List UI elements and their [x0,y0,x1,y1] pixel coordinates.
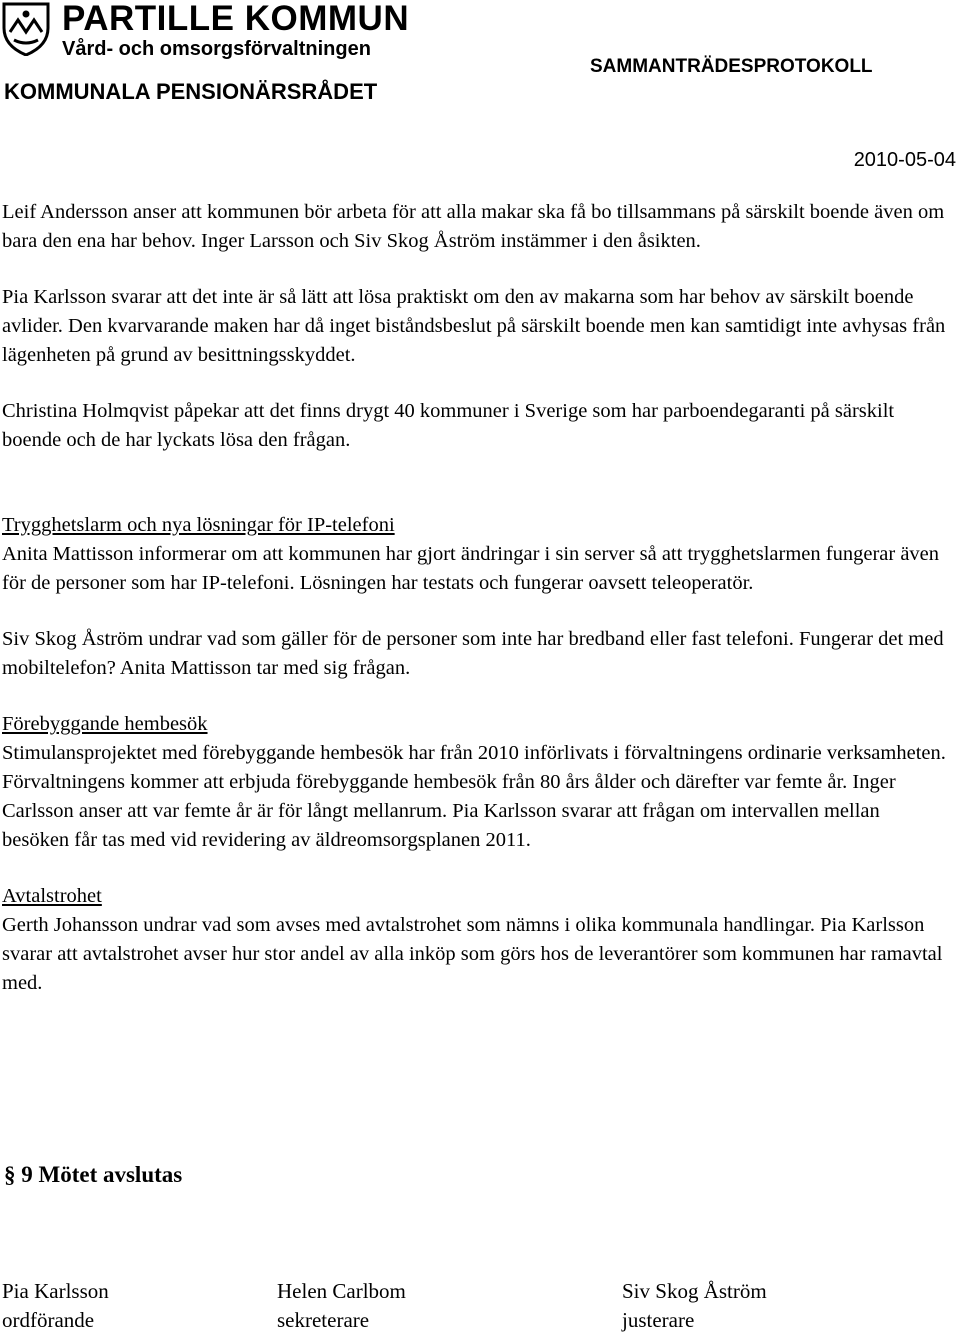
paragraph: Siv Skog Åström undrar vad som gäller för de personer som inte har bredband eller fast telefoni. Fungerar det med mobiltelefon? Anita Mattisson tar med sig frågan. [2,628,944,679]
paragraph: Pia Karlsson svarar att det inte är så lätt att lösa praktiskt om den av makarna som har behov av särskilt boende avlider. Den kvarvarande maken har då inget biståndsbeslut på särskilt boende men kan samtidigt inte avhysas från lägenheten på grund av besittningsskyddet. [2,286,946,366]
paragraph: Christina Holmqvist påpekar att det finns drygt 40 kommuner i Sverige som har parboendegaranti på särskilt boende och de har lyckats lösa den frågan. [2,400,895,451]
subheading-avtalstrohet: Avtalstrohet [2,885,102,907]
paragraph: Gerth Johansson undrar vad som avses med avtalstrohet som nämns i olika kommunala handlingar. Pia Karlsson svarar att avtalstrohet avser hur stor andel av alla inköp som görs hos de leverantörer som kommunen har ramavtal med. [2,914,943,994]
signatory-role: sekreterare [277,1308,370,1332]
section-heading: § 9 Mötet avslutas [4,1162,183,1187]
signature-chair [2,1277,109,1335]
council-name: KOMMUNALA PENSIONÄRSRÅDET [4,79,378,104]
document-type: SAMMANTRÄDESPROTOKOLL [590,56,873,77]
signature-secretary [277,1277,406,1335]
subheading-trygghetslarm: Trygghetslarm och nya lösningar för IP-telefoni [2,514,395,536]
minutes-body [2,198,952,998]
signature-adjuster [622,1277,767,1335]
signatory-name: Siv Skog Åström [622,1279,767,1303]
signatory-role: ordförande [2,1308,95,1332]
signatory-name: Pia Karlsson [2,1279,109,1303]
org-name: PARTILLE KOMMUN [62,0,410,38]
coat-of-arms-icon [2,2,50,56]
paragraph: Anita Mattisson informerar om att kommunen har gjort ändringar i sin server så att trygghetslarmen fungerar även för de personer som har IP-telefoni. Lösningen har testats och fungerar oavsett teleoperatör. [2,543,940,594]
document-date: 2010-05-04 [853,149,956,171]
paragraph: Stimulansprojektet med förebyggande hembesök har från 2010 införlivats i förvaltningens ordinarie verksamheten. Förvaltningens kommer att erbjuda förebyggande hembesök från 80 års ålder och därefter var femte år. Inger Carlsson anser att var femte år är för långt mellanrum. Pia Karlsson svarar att frågan om intervallen mellan besöken får tas med vid revidering av äldreomsorgsplanen 2011. [2,742,946,851]
paragraph: Leif Andersson anser att kommunen bör arbeta för att alla makar ska få bo tillsammans på särskilt boende även om bara den ena har behov. Inger Larsson och Siv Skog Åström instämmer i den åsikten. [2,201,945,252]
signatory-role: justerare [622,1308,695,1332]
org-department: Vård- och omsorgsförvaltningen [62,38,371,60]
municipality-logo [2,2,50,56]
signatory-name: Helen Carlbom [277,1279,406,1303]
subheading-hembesok: Förebyggande hembesök [2,713,208,735]
